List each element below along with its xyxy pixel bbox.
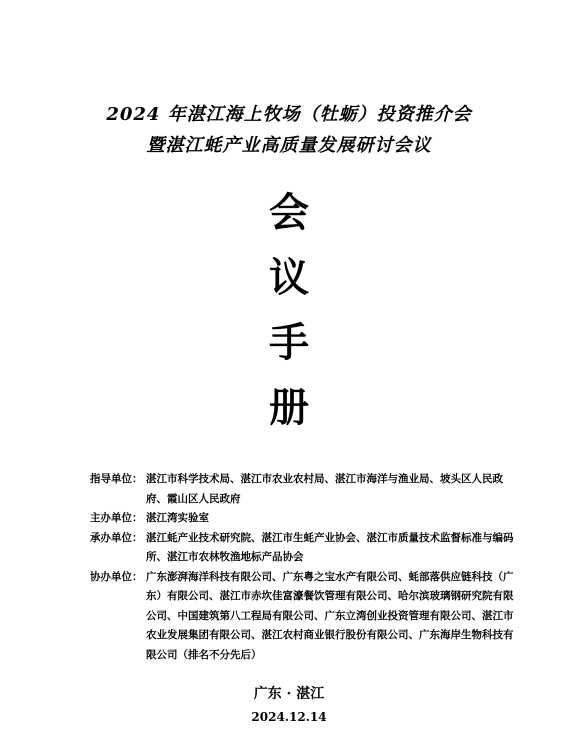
location-text: 广东 · 湛江 <box>253 686 325 702</box>
date-text: 2024.12.14 <box>251 710 327 724</box>
co-unit-value: 广东澎湃海洋科技有限公司、广东粤之宝水产有限公司、蚝部落供应链科技（广东）有限公司、湛江市赤坎佳富濠餐饮管理有限公司、哈尔滨玻璃钢研究院有限公司、中国建筑第八工程局有限公司、广东立湾创业投资管理有限公司、湛江市农业发展集团有限公司、湛江农村商业银行股份有限公司、广东海岸生物科技有限公司（排名不分先后） <box>146 570 514 661</box>
conference-title-line1: 2024 年湛江海上牧场（牡蛎）投资推介会 <box>106 104 472 125</box>
co-unit-label: 协办单位： <box>90 570 143 583</box>
undertake-unit-value: 湛江蚝产业技术研究院、湛江市生蚝产业协会、湛江市质量技术监督标准与编码所、湛江市农林牧渔地标产品协会 <box>146 531 514 563</box>
host-unit-label: 主办单位： <box>90 512 143 524</box>
host-unit-value: 湛江湾实验室 <box>146 512 209 524</box>
host-unit-row <box>90 509 520 529</box>
conference-title-line2: 暨湛江蚝产业高质量发展研讨会议 <box>146 135 432 156</box>
cover-char-3: 手 <box>269 320 309 366</box>
organizers-section <box>90 470 520 665</box>
undertake-unit-row <box>90 529 520 568</box>
guide-unit-value: 湛江市科学技术局、湛江市农业农村局、湛江市海洋与渔业局、坡头区人民政府、霞山区人民政府 <box>146 473 503 505</box>
co-unit-row <box>90 568 520 666</box>
undertake-unit-label: 承办单位： <box>90 531 143 544</box>
guide-unit-label: 指导单位： <box>90 473 143 485</box>
cover-char-4: 册 <box>269 385 309 431</box>
guide-unit-row <box>90 470 520 509</box>
cover-char-1: 会 <box>269 190 309 236</box>
cover-char-2: 议 <box>269 255 309 301</box>
